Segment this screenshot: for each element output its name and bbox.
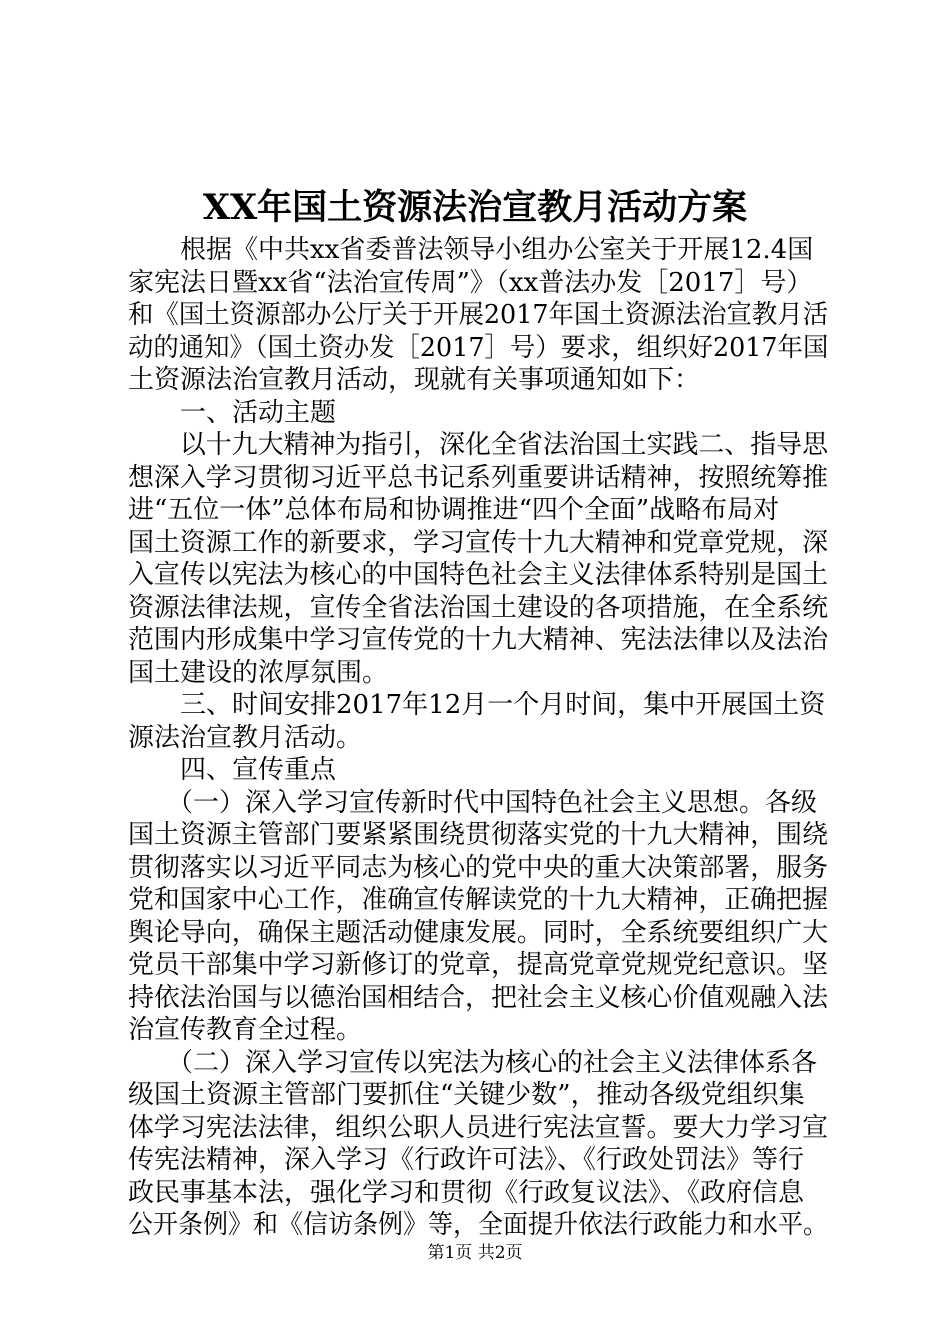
body-line: 一、活动主题	[128, 397, 337, 428]
body-line: 三、时间安排2017年12月一个月时间，集中开展国土资	[128, 690, 826, 720]
body-line: 动的通知》（国土资办发［2017］号）要求，组织好2017年国	[128, 332, 829, 363]
body-line: 土资源法治宣教月活动，现就有关事项通知如下：	[128, 365, 701, 395]
document-title: XX年国土资源法治宣教月活动方案	[202, 187, 748, 228]
document-body	[128, 234, 828, 1242]
body-line: 政民事基本法，强化学习和贯彻《行政复议法》、《政府信息	[128, 1177, 805, 1208]
body-line: 四、宣传重点	[128, 755, 337, 785]
body-line: 进“五位一体”总体布局和协调推进“四个全面”战略布局对	[128, 495, 780, 525]
body-line: 级国土资源主管部门要抓住“关键少数”，推动各级党组织集	[128, 1080, 805, 1110]
body-line: 根据《中共xx省委普法领导小组办公室关于开展12.4国	[128, 235, 814, 265]
body-line: 和《国土资源部办公厅关于开展2017年国土资源法治宣教月活	[128, 300, 829, 330]
body-line: 舆论导向，确保主题活动健康发展。同时，全系统要组织广大	[128, 917, 829, 948]
body-line: 传宪法精神，深入学习《行政许可法》、《行政处罚法》等行	[128, 1145, 805, 1175]
body-line: 范围内形成集中学习宣传党的十九大精神、宪法法律以及法治	[128, 625, 829, 655]
body-line: 源法治宣教月活动。	[128, 722, 363, 753]
body-line: 入宣传以宪法为核心的中国特色社会主义法律体系特别是国土	[128, 560, 829, 590]
body-line: 想深入学习贯彻习近平总书记系列重要讲话精神，按照统筹推	[128, 462, 829, 493]
page-number-footer: 第1页 共2页	[427, 1243, 523, 1263]
body-line: 国土资源主管部门要紧紧围绕贯彻落实党的十九大精神，围绕	[128, 820, 829, 850]
body-line: 国土资源工作的新要求，学习宣传十九大精神和党章党规，深	[128, 527, 829, 558]
body-line: 贯彻落实以习近平同志为核心的党中央的重大决策部署，服务	[128, 852, 829, 883]
body-line: 公开条例》和《信访条例》等，全面提升依法行政能力和水平。	[128, 1210, 829, 1240]
body-line: 家宪法日暨xx省“法治宣传周”》（xx普法办发［2017］号）	[128, 267, 813, 298]
body-line: 资源法律法规，宣传全省法治国土建设的各项措施，在全系统	[128, 592, 829, 623]
body-line: 党和国家中心工作，准确宣传解读党的十九大精神，正确把握	[128, 885, 829, 915]
body-line: 治宣传教育全过程。	[128, 1015, 363, 1045]
body-line: （二）深入学习宣传以宪法为核心的社会主义法律体系各	[128, 1047, 818, 1078]
body-line: 党员干部集中学习新修订的党章，提高党章党规党纪意识。坚	[128, 950, 829, 980]
body-line: 体学习宪法法律，组织公职人员进行宪法宣誓。要大力学习宣	[128, 1112, 829, 1143]
body-line: 持依法治国与以德治国相结合，把社会主义核心价值观融入法	[128, 982, 829, 1013]
body-line: （一）深入学习宣传新时代中国特色社会主义思想。各级	[128, 787, 818, 818]
body-line: 国土建设的浓厚氛围。	[128, 657, 389, 688]
body-line: 以十九大精神为指引，深化全省法治国土实践二、指导思	[128, 430, 829, 460]
